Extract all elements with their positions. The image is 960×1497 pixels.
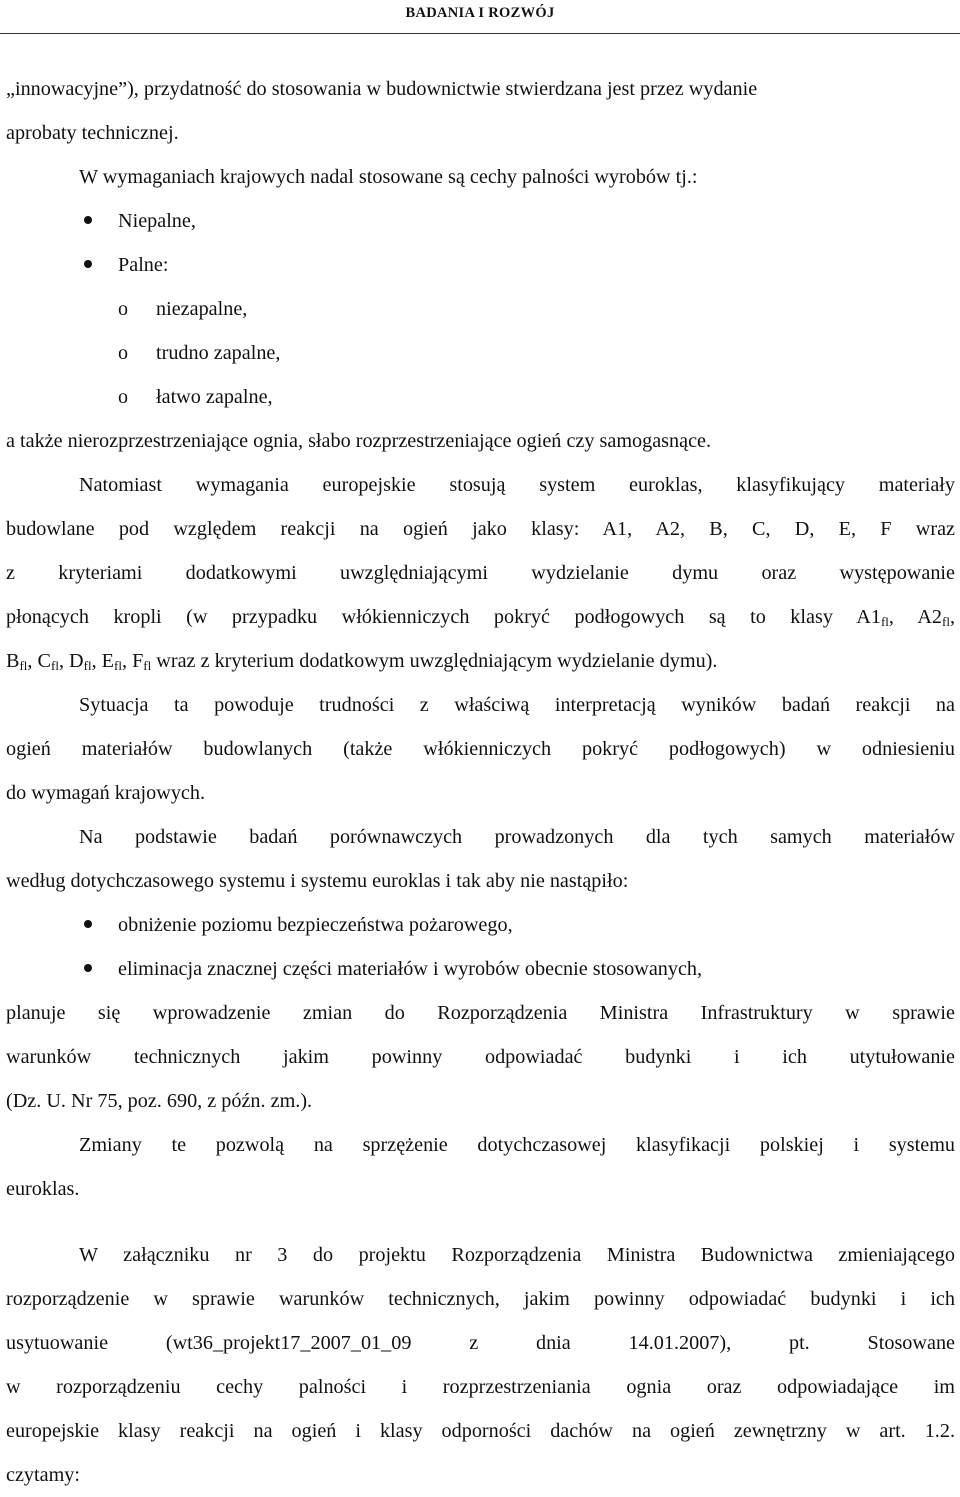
class-label: D [69, 650, 84, 672]
text-line: ogień materiałów budowlanych (także włókienniczych pokryć podłogowych) w odniesieniu [6, 738, 955, 760]
header-rule [0, 33, 960, 34]
list-item-text: Palne: [118, 254, 169, 276]
text-line: warunków technicznych jakim powinny odpowiadać budynki i ich utytułowanie [6, 1046, 955, 1068]
subscript-fl: fl [114, 658, 122, 673]
sub-list-item [6, 375, 955, 419]
text-line: Zmiany te pozwolą na sprzężenie dotychczasowej klasyfikacji polskiej i systemu [79, 1134, 955, 1156]
subscript-fl: fl [143, 658, 152, 673]
list-item-text: Niepalne, [118, 210, 196, 232]
running-header-title: BADANIA I ROZWÓJ [405, 5, 555, 21]
class-label: F [132, 650, 144, 672]
subscript-fl: fl [50, 658, 59, 673]
text-line: aprobaty technicznej. [6, 122, 179, 144]
circle-bullet-icon: o [118, 298, 128, 320]
text-line: usytuowanie (wt36_projekt17_2007_01_09 z dnia 14.01.2007), pt. Stosowane [6, 1332, 955, 1354]
text-line: rozporządzenie w sprawie warunków technicznych, jakim powinny odpowiadać budynki i ich [6, 1288, 955, 1310]
bullet-icon [84, 920, 92, 928]
text-line: planuje się wprowadzenie zmian do Rozporządzenia Ministra Infrastruktury w sprawie [6, 1002, 955, 1024]
sub-list-item-text: łatwo zapalne, [156, 386, 273, 408]
list-item [6, 947, 955, 991]
paragraph-gap [6, 1211, 955, 1233]
page-header [0, 0, 960, 33]
sub-list-item-text: trudno zapalne, [156, 342, 281, 364]
text-line: W załączniku nr 3 do projektu Rozporządzenia Ministra Budownictwa zmieniającego [79, 1244, 955, 1266]
sub-list-item-text: niezapalne, [156, 298, 248, 320]
circle-bullet-icon: o [118, 386, 128, 408]
sub-list-item [6, 287, 955, 331]
text-segment: , [949, 606, 956, 628]
text-line: „innowacyjne”), przydatność do stosowania w budownictwie stwierdzana jest przez wydanie [6, 78, 758, 100]
bullet-icon [84, 964, 92, 972]
text-line: Sytuacja ta powoduje trudności z właściwą interpretacją wyników badań reakcji na [79, 694, 955, 716]
list-item-text: eliminacja znacznej części materiałów i wyrobów obecnie stosowanych, [118, 958, 703, 980]
bullet-icon [84, 216, 92, 224]
text-segment: , A2 [888, 606, 943, 628]
subscript-fl: fl [83, 658, 92, 673]
text-line: europejskie klasy reakcji na ogień i klasy odporności dachów na ogień zewnętrzny w art. 1.2. [6, 1420, 955, 1442]
text-line: a także nierozprzestrzeniające ognia, słabo rozprzestrzeniające ogień czy samogasnące. [6, 430, 712, 452]
class-label: C [37, 650, 51, 672]
circle-bullet-icon: o [118, 342, 128, 364]
list-item [6, 243, 955, 287]
text-line: $B_{fl}$, $C_{fl}$, $D_{fl}$, $E_{fl}$, $F_{fl}$ wraz z kryterium dodatkowym uwzględniającym wydzielanie dymu). [6, 650, 718, 673]
class-label: B [6, 650, 20, 672]
text-line: czytamy: [6, 1464, 80, 1486]
subscript-fl: fl [880, 614, 889, 629]
sub-list-item [6, 331, 955, 375]
text-line: W wymaganiach krajowych nadal stosowane są cechy palności wyrobów tj.: [79, 166, 698, 188]
text-line: z kryteriami dodatkowymi uwzględniającymi wydzielanie dymu oraz występowanie [6, 562, 955, 584]
text-segment: wraz z kryterium dodatkowym uwzględniającym wydzielanie dymu). [151, 650, 718, 672]
text-line [6, 595, 955, 639]
text-line: do wymagań krajowych. [6, 782, 206, 804]
text-segment: płonących kropli (w przypadku włókienniczych pokryć podłogowych są to klasy A1 [6, 606, 881, 628]
list-item-text: obniżenie poziomu bezpieczeństwa pożarowego, [118, 914, 513, 936]
text-line: Natomiast wymagania europejskie stosują system euroklas, klasyfikujący materiały [79, 474, 955, 496]
text-line: Na podstawie badań porównawczych prowadzonych dla tych samych materiałów [79, 826, 955, 848]
subscript-fl: fl [942, 614, 950, 629]
text-line: według dotychczasowego systemu i systemu euroklas i tak aby nie nastąpiło: [6, 870, 629, 892]
subscript-fl: fl [19, 658, 28, 673]
text-line: w rozporządzeniu cechy palności i rozprzestrzeniania ognia oraz odpowiadające im [6, 1376, 955, 1398]
list-item [6, 903, 955, 947]
text-line: budowlane pod względem reakcji na ogień jako klasy: A1, A2, B, C, D, E, F wraz [6, 518, 955, 540]
document-body [6, 67, 955, 1497]
text-line: euroklas. [6, 1178, 80, 1200]
bullet-icon [84, 260, 92, 268]
list-item [6, 199, 955, 243]
text-line: (Dz. U. Nr 75, poz. 690, z późn. zm.). [6, 1090, 313, 1112]
class-label: E [101, 650, 115, 672]
